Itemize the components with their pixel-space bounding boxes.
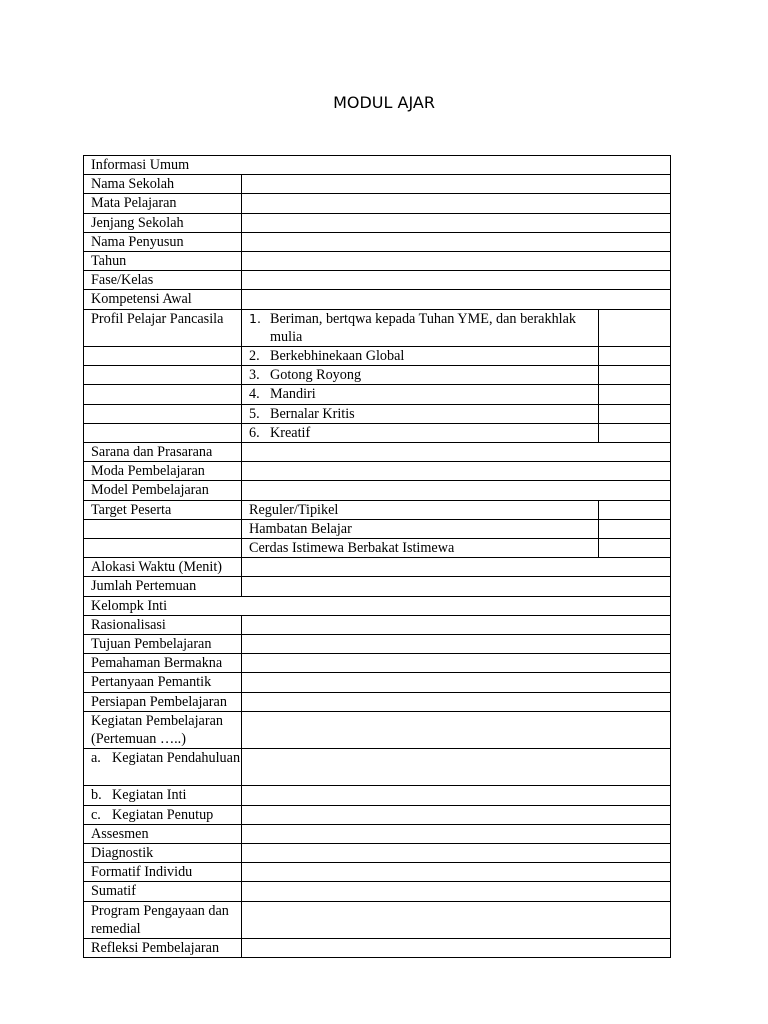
value-cell[interactable]	[242, 175, 671, 194]
row-label-empty	[84, 519, 242, 538]
value-cell[interactable]	[242, 805, 671, 824]
activity-text: Kegiatan Inti	[112, 787, 187, 804]
section-heading-informasi-umum: Informasi Umum	[84, 156, 671, 175]
value-cell[interactable]	[242, 481, 671, 500]
value-cell[interactable]	[242, 901, 671, 938]
check-cell[interactable]	[599, 404, 671, 423]
activity-label	[84, 805, 242, 824]
table-row	[84, 824, 671, 843]
row-label: Diagnostik	[84, 843, 242, 862]
value-cell[interactable]	[242, 843, 671, 862]
row-label: Persiapan Pembelajaran	[84, 692, 242, 711]
check-cell[interactable]	[599, 366, 671, 385]
table-row	[84, 213, 671, 232]
table-row	[84, 711, 671, 748]
target-option: Reguler/Tipikel	[242, 500, 599, 519]
profil-item	[242, 404, 599, 423]
table-row	[84, 443, 671, 462]
item-number: 3.	[249, 367, 260, 384]
table-row	[84, 596, 671, 615]
row-label-empty	[84, 366, 242, 385]
module-table	[83, 155, 671, 958]
table-row	[84, 863, 671, 882]
table-row	[84, 423, 671, 442]
row-label: Rasionalisasi	[84, 615, 242, 634]
check-cell[interactable]	[599, 385, 671, 404]
row-label: Tahun	[84, 252, 242, 271]
table-row	[84, 347, 671, 366]
row-label: Profil Pelajar Pancasila	[84, 309, 242, 346]
row-label: Target Peserta	[84, 500, 242, 519]
item-number: 1.	[249, 310, 261, 326]
row-label: Alokasi Waktu (Menit)	[84, 558, 242, 577]
value-cell[interactable]	[242, 863, 671, 882]
table-row	[84, 539, 671, 558]
table-row	[84, 692, 671, 711]
value-cell[interactable]	[242, 558, 671, 577]
table-row	[84, 805, 671, 824]
item-number: 4.	[249, 386, 260, 403]
activity-text: Kegiatan Pendahuluan	[112, 750, 241, 767]
table-row	[84, 309, 671, 346]
profil-item	[242, 347, 599, 366]
row-label: Model Pembelajaran	[84, 481, 242, 500]
table-row	[84, 404, 671, 423]
value-cell[interactable]	[242, 711, 671, 748]
check-cell[interactable]	[599, 347, 671, 366]
table-row	[84, 500, 671, 519]
activity-letter: a.	[91, 750, 101, 767]
row-label: Nama Sekolah	[84, 175, 242, 194]
row-label: Sarana dan Prasarana	[84, 443, 242, 462]
row-label-empty	[84, 539, 242, 558]
row-label-empty	[84, 404, 242, 423]
value-cell[interactable]	[242, 232, 671, 251]
activity-letter: b.	[91, 787, 102, 804]
item-text: Kreatif	[270, 424, 311, 441]
value-cell[interactable]	[242, 577, 671, 596]
item-number: 5.	[249, 405, 260, 422]
table-row	[84, 577, 671, 596]
table-row	[84, 615, 671, 634]
item-text: Gotong Royong	[270, 367, 362, 384]
profil-item	[242, 385, 599, 404]
value-cell[interactable]	[242, 654, 671, 673]
row-label: Assesmen	[84, 824, 242, 843]
value-cell[interactable]	[242, 443, 671, 462]
item-text: Beriman, bertqwa kepada Tuhan YME, dan berakhlak mulia	[270, 310, 576, 345]
table-row	[84, 938, 671, 957]
table-row	[84, 175, 671, 194]
table-row	[84, 156, 671, 175]
table-row	[84, 882, 671, 901]
table-row	[84, 673, 671, 692]
value-cell[interactable]	[242, 673, 671, 692]
row-label: Nama Penyusun	[84, 232, 242, 251]
row-label: Kompetensi Awal	[84, 290, 242, 309]
check-cell[interactable]	[599, 519, 671, 538]
value-cell[interactable]	[242, 635, 671, 654]
table-row	[84, 558, 671, 577]
table-row	[84, 232, 671, 251]
value-cell[interactable]	[242, 615, 671, 634]
value-cell[interactable]	[242, 786, 671, 805]
table-row	[84, 749, 671, 786]
check-cell[interactable]	[599, 309, 671, 346]
check-cell[interactable]	[599, 423, 671, 442]
item-number: 6.	[249, 424, 260, 441]
table-row	[84, 271, 671, 290]
target-option: Cerdas Istimewa Berbakat Istimewa	[242, 539, 599, 558]
table-row	[84, 385, 671, 404]
value-cell[interactable]	[242, 252, 671, 271]
table-row	[84, 252, 671, 271]
value-cell[interactable]	[242, 882, 671, 901]
table-row	[84, 366, 671, 385]
row-label: Kegiatan Pembelajaran (Pertemuan …..)	[84, 711, 242, 748]
value-cell[interactable]	[242, 824, 671, 843]
row-label: Tujuan Pembelajaran	[84, 635, 242, 654]
value-cell[interactable]	[242, 271, 671, 290]
activity-label	[84, 749, 242, 786]
value-cell[interactable]	[242, 749, 671, 786]
table-row	[84, 462, 671, 481]
table-row	[84, 635, 671, 654]
row-label: Jumlah Pertemuan	[84, 577, 242, 596]
table-row	[84, 290, 671, 309]
activity-label	[84, 786, 242, 805]
value-cell[interactable]	[242, 194, 671, 213]
item-text: Mandiri	[270, 386, 316, 403]
row-label-empty	[84, 347, 242, 366]
row-label-empty	[84, 423, 242, 442]
value-cell[interactable]	[242, 938, 671, 957]
document-title: MODUL AJAR	[333, 93, 435, 112]
row-label: Program Pengayaan dan remedial	[84, 901, 242, 938]
row-label: Formatif Individu	[84, 863, 242, 882]
row-label: Jenjang Sekolah	[84, 213, 242, 232]
value-cell[interactable]	[242, 462, 671, 481]
item-text: Berkebhinekaan Global	[270, 348, 405, 365]
row-label: Pemahaman Bermakna	[84, 654, 242, 673]
target-option: Hambatan Belajar	[242, 519, 599, 538]
row-label: Moda Pembelajaran	[84, 462, 242, 481]
value-cell[interactable]	[242, 692, 671, 711]
row-label-empty	[84, 385, 242, 404]
table-row	[84, 901, 671, 938]
item-text: Bernalar Kritis	[270, 405, 355, 422]
activity-text: Kegiatan Penutup	[112, 806, 214, 823]
profil-item	[242, 423, 599, 442]
section-heading-kelompok-inti: Kelompk Inti	[84, 596, 671, 615]
profil-item	[242, 366, 599, 385]
table-row	[84, 786, 671, 805]
value-cell[interactable]	[242, 290, 671, 309]
row-label: Mata Pelajaran	[84, 194, 242, 213]
profil-item	[242, 309, 599, 346]
row-label: Refleksi Pembelajaran	[84, 938, 242, 957]
item-number: 2.	[249, 348, 260, 365]
table-row	[84, 843, 671, 862]
row-label: Sumatif	[84, 882, 242, 901]
table-row	[84, 194, 671, 213]
row-label: Fase/Kelas	[84, 271, 242, 290]
row-label: Pertanyaan Pemantik	[84, 673, 242, 692]
value-cell[interactable]	[242, 213, 671, 232]
table-row	[84, 481, 671, 500]
check-cell[interactable]	[599, 500, 671, 519]
table-row	[84, 519, 671, 538]
table-row	[84, 654, 671, 673]
check-cell[interactable]	[599, 539, 671, 558]
activity-letter: c.	[91, 806, 101, 823]
